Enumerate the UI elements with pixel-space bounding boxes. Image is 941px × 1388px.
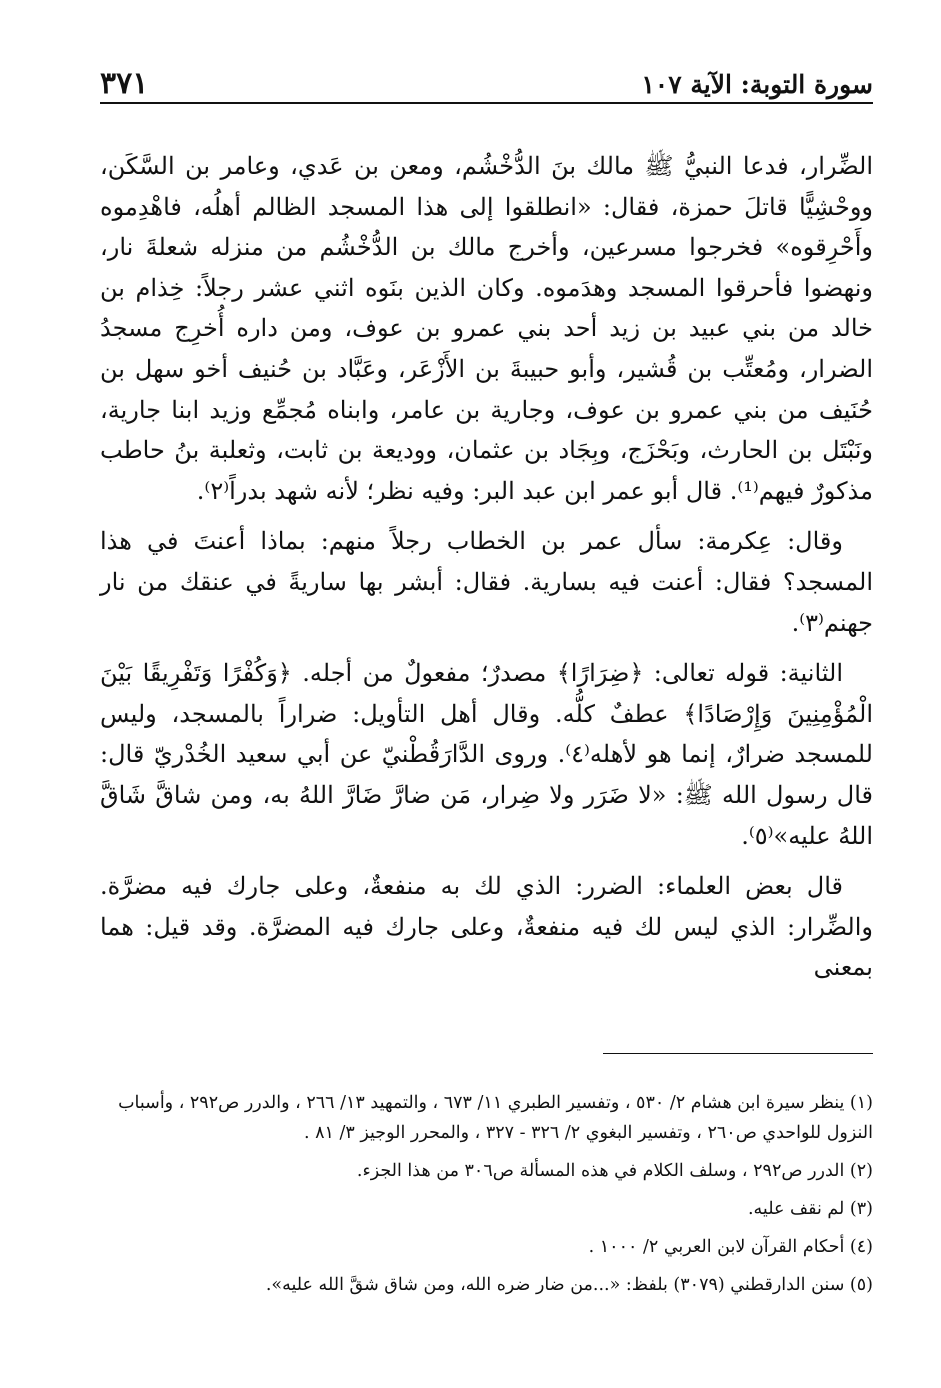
paragraph: قال بعض العلماء: الضرر: الذي لك به منفعةٌ، وعلى جارك فيه مضرَّة. والضِّرار: الذي ليس لك فيه منفعةٌ، وعلى جارك فيه المضرَّة. وقد قيل: هما بمعنى bbox=[100, 872, 873, 982]
page-header bbox=[100, 60, 873, 104]
running-title: سورة التوبة: الآية ١٠٧ bbox=[641, 70, 873, 99]
footnote: (٥) سنن الدارقطني (٣٠٧٩) بلفظ: «...من ضار ضره الله، ومن شاق شقَّ الله عليه». bbox=[265, 1275, 873, 1295]
paragraph: الثانية: قوله تعالى: ﴿ضِرَارًا﴾ مصدرٌ؛ مفعولٌ من أجله. ﴿وَكُفْرًا وَتَفْرِيقًا بَيْنَ الْمُؤْمِنِينَ وَإِرْصَادًا﴾ عطفٌ كلُّه. وقال أهل التأويل: ضراراً بالمسجد، وليس للمسجد ضرارٌ، إنما هو لأهله⁽٤⁾. وروى الدَّارَقُطْنيّ عن أبي سعيد الخُدْريّ قال: قال رسول الله ﷺ: «لا ضَرَر ولا ضِرار، مَن ضارَّ ضَارَّ اللهُ به، ومن شاقَّ شَاقَّ اللهُ عليه»⁽٥⁾. bbox=[100, 659, 873, 850]
header-rule bbox=[100, 102, 873, 104]
paragraph: الضِّرار، فدعا النبيُّ ﷺ مالك بنَ الدُّخْشُم، ومعن بن عَدي، وعامر بن السَّكَن، ووحْشِيًّا قاتلَ حمزة، فقال: «انطلقوا إلى هذا المسجد الظالم أهلُه، فاهْدِموه وأَحْرِقوه» فخرجوا مسرعين، وأخرج مالك بن الدُّخْشُم من منزله شعلةَ نار، ونهضوا فأحرقوا المسجد وهدَموه. وكان الذين بنَوه اثني عشر رجلاً: خِذام بن خالد من بني عبيد بن زيد أحد بني عمرو بن عوف، ومن داره أُخرِج مسجدُ الضرار، ومُعتِّب بن قُشير، وأبو حبيبةَ بن الأَزْعَر، وعَبَّاد بن حُنيف أخو سهل بن حُنَيف من بني عمرو بن عوف، وجارية بن عامر، وابناه مُجمِّع وزيد ابنا جارية، ونَبْتَل بن الحارث، وبَحْزَج، وبِجَاد بن عثمان، ووديعة بن ثابت، وثعلبة بنُ حاطب مذكورٌ فيهم⁽¹⁾. قال أبو عمر ابن عبد البر: وفيه نظر؛ لأنه شهد بدراً⁽٢⁾. bbox=[100, 152, 874, 505]
paragraph: وقال: عِكرمة: سأل عمر بن الخطاب رجلاً منهم: بماذا أعنتَ في هذا المسجد؟ فقال: أعنت فيه بسارية. فقال: أبشر بها ساريةً في عنقك من نار جهنم⁽٣⁾. bbox=[100, 527, 873, 637]
footnote: (٤) أحكام القرآن لابن العربي ٢/ ١٠٠٠ . bbox=[588, 1237, 873, 1257]
footnote: (٢) الدرر ص٢٩٢ ، وسلف الكلام في هذه المسألة ص٣٠٦ من هذا الجزء. bbox=[356, 1161, 873, 1181]
main-text bbox=[100, 146, 873, 988]
footnote-separator bbox=[603, 1053, 873, 1054]
footnotes bbox=[100, 1088, 873, 1308]
page-number: ٣٧١ bbox=[100, 66, 149, 101]
footnote: (١) ينظر سيرة ابن هشام ٢/ ٥٣٠ ، وتفسير الطبري ١١/ ٦٧٣ ، والتمهيد ١٣/ ٢٦٦ ، والدرر ص٢٩٢ ، وأسباب النزول للواحدي ص٢٦٠ ، وتفسير البغوي ٢/ ٣٢٦ - ٣٢٧ ، والمحرر الوجيز ٣/ ٨١ . bbox=[118, 1093, 873, 1143]
footnote: (٣) لم نقف عليه. bbox=[747, 1199, 873, 1219]
